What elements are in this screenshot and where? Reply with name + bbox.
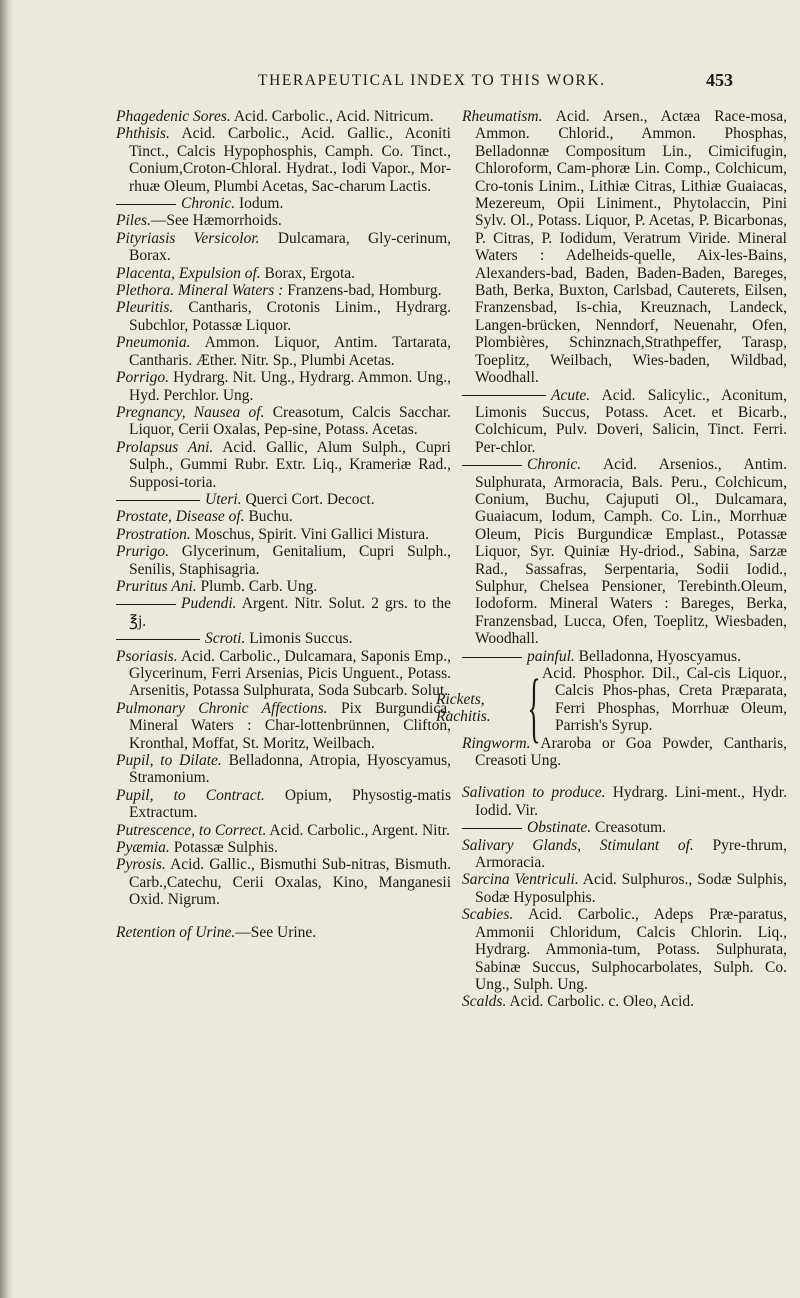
entry-term: Rachitis.	[436, 708, 491, 726]
index-entry	[116, 439, 451, 491]
index-entry	[116, 595, 451, 630]
entry-text: Potassæ Sulphis.	[173, 839, 278, 857]
index-entry	[116, 125, 451, 195]
entry-term: Placenta, Expulsion of.	[116, 264, 261, 282]
entry-text: Querci Cort. Decoct.	[245, 490, 375, 508]
entry-text: Cantharis, Crotonis Linim., Hydrarg. Subchlor, Potassæ Liquor.	[129, 299, 451, 334]
entry-text: Borax, Ergota.	[264, 264, 356, 282]
left-column	[116, 108, 451, 941]
curly-brace-icon: {	[527, 663, 541, 750]
index-entry	[116, 508, 451, 525]
entry-text: —See Hæmorrhoids.	[150, 212, 282, 230]
entry-subterm: Acute.	[551, 386, 591, 404]
index-entry	[462, 871, 787, 906]
entry-text: Franzens-bad, Homburg.	[287, 282, 442, 300]
entry-subterm: Obstinate.	[527, 819, 592, 837]
index-entry	[116, 404, 451, 439]
entry-text: Hydrarg. Nit. Ung., Hydrarg. Ammon. Ung., Hyd. Perchlor. Ung.	[129, 369, 452, 404]
index-entry	[116, 648, 451, 700]
index-entry	[116, 700, 451, 752]
index-entry	[116, 212, 451, 229]
page-gutter-shadow	[0, 0, 14, 1298]
entry-term: Rickets,	[436, 691, 485, 708]
entry-term: Pneumonia.	[116, 334, 191, 352]
index-entry	[116, 369, 451, 404]
entry-text: Acid. Arsen., Actæa Race-mosa, Ammon. Chlorid., Ammon. Phosphas, Belladonnæ Compositum Lin., Cimicifugin, Chloroform, Cam-phoræ Lin. Comp., Colchicum, Cro-tonis Linim., Lithiæ Citras, Lithiæ Guaiacas, Mezereum, Opii Liniment., Phytolaccin, Pini Sylv. Ol., Potass. Liquor, P. Acetas, P. Bicarbonas, P. Citras, P. Iodidum, Veratrum Viride. Mineral Waters : Adelheids-quelle, Aix-les-Bains, Alexanders-bad, Baden, Baden-Baden, Bareges, Bath, Berka, Buxton, Carlsbad, Cauterets, Eilsen, Franzensbad, Is-chia, Kreuznach, Landeck, Langen-brücken, Nenndorf, Neuenahr, Ofen, Plombières, Schinznach,Strathpeffer, Tarasp, Toeplitz, Weilbach, Wies-baden, Wildbad, Woodhall.	[475, 108, 787, 387]
entry-text: Acid. Carbolic., Argent. Nitr.	[269, 821, 450, 839]
index-entry	[116, 630, 451, 647]
entry-text: Acid. Sulphuros., Sodæ Sulphis, Sodæ Hyposulphis.	[475, 871, 787, 906]
entry-text: Acid. Carbolic., Adeps Præ-paratus, Ammonii Chloridum, Calcis Chlorin. Liq., Hydrarg. Ammonia-tum, Potass. Sulphurata, Sabinæ Succus, Sulphocarbolates, Sulph. Co. Ung., Sulph. Ung.	[475, 906, 787, 993]
entry-term: Retention of Urine.	[116, 923, 236, 941]
ditto-rule	[462, 395, 546, 396]
index-entry	[116, 787, 451, 822]
index-entry	[116, 578, 451, 595]
index-entry	[462, 456, 787, 647]
index-entry	[462, 993, 787, 1010]
entry-text: Creasotum.	[595, 819, 667, 837]
entry-text: Acid. Carbolic. c. Oleo, Acid.	[509, 993, 695, 1011]
entry-term: Salivary Glands, Stimulant of.	[462, 836, 694, 854]
entry-text: Araroba or Goa Powder, Cantharis, Creasoti Ung.	[475, 734, 787, 770]
entry-term: Psoriasis.	[116, 647, 178, 665]
entry-subterm: Scroti.	[205, 630, 246, 648]
entry-term: Phthisis.	[116, 125, 170, 143]
entry-term: Porrigo.	[116, 369, 169, 387]
entry-term: Pyæmia.	[116, 839, 170, 857]
ditto-rule	[116, 639, 200, 640]
entry-text: Hydrarg. Lini-ment., Hydr. Iodid. Vir.	[475, 784, 787, 819]
entry-term: Plethora. Mineral Waters :	[116, 282, 284, 300]
entry-term: Pyrosis.	[116, 856, 166, 874]
entry-term: Prolapsus Ani.	[116, 438, 214, 456]
index-entry	[116, 856, 451, 908]
index-entry	[116, 491, 451, 508]
entry-text: Creasotum, Calcis Sacchar. Liquor, Cerii Oxalas, Pep-sine, Potass. Acetas.	[129, 403, 452, 439]
running-title: THERAPEUTICAL INDEX TO THIS WORK.	[258, 72, 606, 89]
index-entry	[116, 195, 451, 212]
entry-term: Sarcina Ventriculi.	[462, 871, 579, 889]
entry-text: Acid. Arsenios., Antim. Sulphurata, Armoracia, Bals. Peru., Colchicum, Conium, Buchu, Cajuputi Ol., Dulcamara, Guaiacum, Iodum, Camph. Co. Lin., Morrhuæ Oleum, Picis Burgundicæ Emplast., Potassæ Liquor, Syr. Quiniæ Hy-driod., Sabina, Sarzæ Rad., Sassafras, Serpentaria, Sodii Iodid., Sulphur, Chelsea Pensioner, Terebinth.Oleum, Iodoform. Mineral Waters : Bareges, Berka, Franzensbad, Lucca, Ofen, Toeplitz, Wiesbaden, Woodhall.	[475, 456, 787, 648]
index-entry	[462, 648, 787, 665]
entry-term: Piles.	[116, 212, 151, 230]
index-entry	[116, 108, 451, 125]
entry-term: Salivation to produce.	[462, 784, 606, 802]
entry-text: Opium, Physostig-matis Extractum.	[129, 786, 452, 822]
index-entry	[462, 387, 787, 457]
ditto-rule	[116, 500, 200, 501]
entry-term: Phagedenic Sores.	[116, 108, 231, 125]
entry-term: Pupil, to Contract.	[116, 786, 265, 804]
index-entry	[116, 299, 451, 334]
entry-term: Pityriasis Versicolor.	[116, 229, 260, 247]
entry-text: Iodum.	[238, 195, 284, 213]
entry-term: Scabies.	[462, 906, 514, 924]
index-entry	[116, 230, 451, 265]
entry-text: Glycerinum, Genitalium, Cupri Sulph., Senilis, Staphisagria.	[129, 543, 451, 578]
entry-text: Acid. Salicylic., Aconitum, Limonis Succus, Potass. Acet. et Bicarb., Colchicum, Pulv. Doveri, Salicin, Tinct. Ferri. Per-chlor.	[475, 386, 787, 456]
entry-term: Pregnancy, Nausea of.	[116, 403, 265, 421]
entry-subterm: Chronic.	[181, 195, 236, 213]
entry-text: Belladonna, Hyoscyamus.	[578, 647, 741, 665]
index-entry	[462, 735, 787, 770]
ditto-rule	[462, 828, 522, 829]
entry-subterm: Uteri.	[205, 490, 242, 508]
entry-term: Putrescence, to Correct.	[116, 821, 267, 839]
index-entry	[116, 839, 451, 856]
entry-text: Acid. Carbolic., Dulcamara, Saponis Emp., Glycerinum, Ferri Arsenias, Picis Unguent., Potass. Arsenitis, Potassa Sulphurata, Soda Subcarb. Solut.	[129, 647, 451, 700]
brace-terms	[436, 691, 491, 726]
entry-text: Pix Burgundica. Mineral Waters : Char-lottenbrünnen, Clifton, Kronthal, Moffat, St. Moritz, Weilbach.	[129, 699, 451, 752]
entry-term: Pupil, to Dilate.	[116, 752, 222, 770]
entry-text: Pyre-thrum, Armoracia.	[475, 836, 787, 872]
entry-subterm: Chronic.	[527, 456, 582, 474]
page-header	[0, 72, 800, 96]
page-number: 453	[706, 70, 733, 90]
index-entry	[116, 526, 451, 543]
entry-subterm: Pudendi.	[181, 595, 237, 613]
ditto-rule	[462, 465, 522, 466]
index-entry	[116, 543, 451, 578]
index-entry	[116, 282, 451, 299]
entry-text: —See Urine.	[235, 923, 317, 941]
index-entry	[116, 265, 451, 282]
entry-term: Pleuritis.	[116, 299, 174, 317]
spacer	[116, 909, 451, 924]
ditto-rule	[116, 604, 176, 605]
entry-text: Acid. Gallic., Bismuthi Sub-nitras, Bismuth. Carb.,Catechu, Cerii Oxalas, Kino, Manganesii Oxid. Nigrum.	[129, 856, 451, 909]
entry-text: Acid. Carbolic., Acid. Gallic., Aconiti Tinct., Calcis Hypophosphis, Camph. Co. Tinct., Conium,Croton-Chloral. Hydrat., Iodi Vapor., Mor-rhuæ Oleum, Plumbi Acetas, Sac-charum Lactis.	[129, 125, 451, 195]
entry-subterm: painful.	[527, 647, 575, 665]
index-entry	[462, 108, 787, 387]
index-entry	[116, 334, 451, 369]
index-entry	[116, 752, 451, 787]
entry-text: Acid. Phosphor. Dil., Cal-cis Liquor., Calcis Phos-phas, Creta Præparata, Ferri Phosphas, Morrhuæ Oleum, Parrish's Syrup.	[542, 665, 787, 735]
entry-term: Ringworm.	[462, 734, 531, 752]
entry-term: Prurigo.	[116, 543, 169, 561]
right-column	[436, 108, 787, 1011]
entry-text: Ammon. Liquor, Antim. Tartarata, Cantharis. Æther. Nitr. Sp., Plumbi Acetas.	[129, 334, 451, 369]
entry-text: Belladonna, Atropia, Hyoscyamus, Stramonium.	[129, 752, 452, 787]
index-entry	[462, 819, 787, 836]
ditto-rule	[116, 204, 176, 205]
index-entry	[462, 784, 787, 819]
index-entry	[116, 822, 451, 839]
entry-text: Argent. Nitr. Solut. 2 grs. to the ℥j.	[129, 595, 451, 630]
entry-text: Moschus, Spirit. Vini Gallici Mistura.	[194, 525, 429, 543]
spacer	[462, 769, 787, 784]
entry-term: Pruritus Ani.	[116, 577, 197, 595]
entry-term: Prostate, Disease of.	[116, 508, 245, 526]
entry-term: Rheumatism.	[462, 108, 543, 125]
entry-text: Dulcamara, Gly-cerinum, Borax.	[129, 229, 452, 265]
entry-term: Scalds.	[462, 993, 507, 1011]
index-entry	[462, 906, 787, 993]
index-entry	[116, 924, 451, 941]
entry-text: Buchu.	[248, 508, 293, 526]
entry-text: Acid. Carbolic., Acid. Nitricum.	[233, 108, 434, 125]
entry-term: Pulmonary Chronic Affections.	[116, 699, 328, 717]
entry-text: Limonis Succus.	[249, 630, 353, 648]
index-entry	[462, 837, 787, 872]
entry-text: Acid. Gallic, Alum Sulph., Cupri Sulph., Gummi Rubr. Extr. Liq., Krameriæ Rad., Supposi-toria.	[129, 438, 451, 491]
entry-text: Plumb. Carb. Ung.	[200, 577, 318, 595]
entry-term: Prostration.	[116, 525, 191, 543]
ditto-rule	[462, 657, 522, 658]
